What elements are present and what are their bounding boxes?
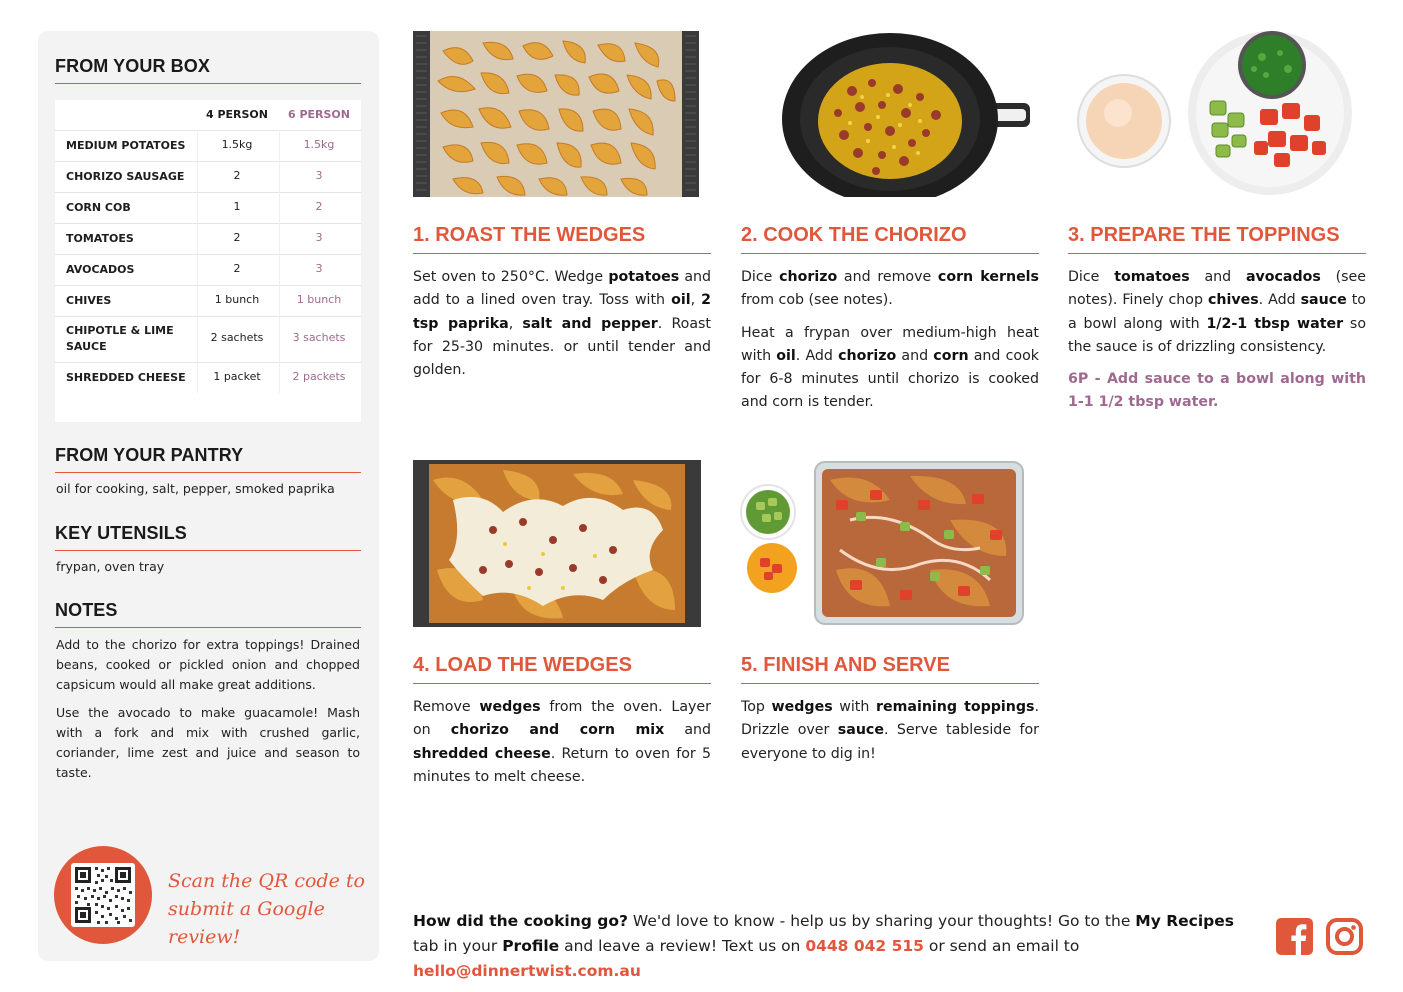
ingredient-highlight: chorizo bbox=[838, 347, 897, 364]
ingredient-highlight: chives bbox=[1207, 292, 1259, 309]
table-row bbox=[55, 192, 361, 223]
ingredient-highlight: wedges bbox=[771, 699, 833, 715]
ingredients-table bbox=[55, 100, 361, 422]
qr-code-icon bbox=[71, 863, 135, 927]
heading-divider bbox=[55, 472, 361, 473]
text-run: and bbox=[896, 347, 934, 364]
text-run: . Add bbox=[795, 347, 839, 364]
sidebar-panel bbox=[38, 31, 379, 961]
feedback-question: How did the cooking go? bbox=[413, 912, 628, 930]
instruction-paragraph bbox=[1068, 266, 1366, 359]
table-row bbox=[55, 362, 361, 393]
text-run: . Drizzle over bbox=[741, 699, 1039, 739]
ingredient-qty-6: 2 bbox=[315, 200, 323, 213]
ingredient-highlight: salt and pepper bbox=[522, 315, 658, 332]
text-run: and bbox=[1189, 269, 1246, 285]
ingredient-qty-4: 1 bunch bbox=[214, 293, 260, 306]
column-header-4-person: 4 PERSON bbox=[205, 108, 268, 121]
text-run: from the oven. Layer on bbox=[413, 699, 711, 739]
text-run: and add to a lined oven tray. Toss with bbox=[413, 269, 712, 309]
text-run: from cob (see notes). bbox=[741, 292, 893, 309]
email-link[interactable]: hello@dinnertwist.com.au bbox=[413, 962, 641, 980]
step-divider bbox=[1068, 253, 1366, 254]
ingredient-highlight: potatoes bbox=[608, 269, 680, 285]
text-run: tab in your bbox=[413, 937, 503, 955]
from-your-box-heading: FROM YOUR BOX bbox=[55, 56, 210, 76]
ingredient-qty-4: 2 bbox=[233, 231, 241, 244]
step-divider bbox=[413, 253, 711, 254]
text-run: with bbox=[832, 699, 876, 715]
heading-divider bbox=[55, 83, 361, 84]
step-2-photo bbox=[740, 31, 1038, 197]
text-run: , bbox=[690, 292, 702, 309]
step-2-instructions bbox=[741, 266, 1039, 415]
ingredient-highlight: chorizo bbox=[779, 269, 838, 285]
step-3-title: 3. PREPARE THE TOPPINGS bbox=[1068, 224, 1340, 246]
qr-caption-line: submit a Google review! bbox=[168, 898, 325, 948]
ingredient-highlight: oil bbox=[671, 292, 691, 309]
table-row bbox=[55, 316, 361, 362]
feedback-footer bbox=[413, 909, 1263, 984]
ingredient-highlight: sauce bbox=[837, 722, 884, 739]
ingredient-name: CHIVES bbox=[66, 294, 112, 307]
step-5-instructions bbox=[741, 696, 1039, 766]
text-run: or send an email to bbox=[923, 937, 1080, 955]
text-run: and bbox=[664, 722, 712, 739]
pantry-items: oil for cooking, salt, pepper, smoked paprika bbox=[56, 481, 335, 496]
text-run: . Serve tableside for everyone to dig in! bbox=[741, 722, 1039, 762]
qr-caption-line: Scan the QR code to bbox=[168, 870, 365, 892]
ingredient-highlight: avocados bbox=[1245, 269, 1321, 285]
text-run: to a bowl along with bbox=[1068, 292, 1366, 332]
text-run: . Add bbox=[1258, 292, 1301, 309]
text-run: and cook for 6-8 minutes until chorizo is cooked and corn is tender. bbox=[741, 347, 1039, 411]
text-run: and leave a review! Text us on bbox=[559, 937, 806, 955]
table-row bbox=[55, 285, 361, 316]
profile-link[interactable]: Profile bbox=[502, 937, 560, 955]
step-3-instructions bbox=[1068, 266, 1366, 415]
notes-heading: NOTES bbox=[55, 600, 118, 620]
ingredient-qty-6: 3 bbox=[315, 169, 323, 182]
table-row bbox=[55, 223, 361, 254]
ingredient-name: CHIPOTLE & LIME SAUCE bbox=[66, 324, 174, 353]
phone-link[interactable]: 0448 042 515 bbox=[805, 937, 924, 955]
text-run: We'd love to know - help us by sharing your thoughts! Go to the bbox=[627, 912, 1136, 930]
column-divider bbox=[279, 130, 280, 393]
text-run: Heat a frypan over medium-high heat with bbox=[741, 324, 1039, 364]
ingredient-highlight: 1/2-1 tbsp water bbox=[1206, 315, 1344, 332]
ingredient-name: CORN COB bbox=[66, 201, 131, 214]
column-divider bbox=[197, 130, 198, 393]
key-utensils-heading: KEY UTENSILS bbox=[55, 523, 187, 543]
text-run: (see notes). Finely chop bbox=[1068, 269, 1367, 309]
text-run: and remove bbox=[837, 269, 938, 285]
ingredient-highlight: wedges bbox=[479, 699, 541, 715]
text-run: Set oven to 250°C. Wedge bbox=[413, 269, 609, 285]
ingredient-highlight: chorizo and corn mix bbox=[450, 722, 665, 739]
ingredient-name: AVOCADOS bbox=[66, 263, 135, 276]
ingredient-highlight: oil bbox=[776, 347, 796, 364]
table-row bbox=[55, 161, 361, 192]
six-person-note: 6P - Add sauce to a bowl along with 1-1 1/2 tbsp water. bbox=[1068, 371, 1366, 411]
step-4-photo bbox=[413, 460, 701, 627]
text-run: Dice bbox=[1068, 269, 1115, 285]
facebook-icon[interactable] bbox=[1276, 918, 1313, 955]
from-your-pantry-heading: FROM YOUR PANTRY bbox=[55, 445, 244, 465]
text-run: Remove bbox=[413, 699, 480, 715]
ingredient-highlight: 2 tsp paprika bbox=[413, 292, 711, 332]
ingredient-qty-4: 1 packet bbox=[213, 370, 261, 383]
table-row bbox=[55, 130, 361, 161]
text-run: Top bbox=[741, 699, 772, 715]
heading-divider bbox=[55, 550, 361, 551]
column-header-6-person: 6 PERSON bbox=[287, 108, 350, 121]
step-divider bbox=[413, 683, 711, 684]
ingredient-highlight: sauce bbox=[1300, 292, 1347, 309]
heading-divider bbox=[55, 627, 361, 628]
utensils-items: frypan, oven tray bbox=[56, 559, 165, 574]
step-divider bbox=[741, 253, 1039, 254]
ingredient-qty-4: 1.5kg bbox=[221, 138, 253, 151]
ingredient-qty-6: 2 packets bbox=[292, 370, 346, 383]
ingredient-qty-6: 3 bbox=[315, 262, 323, 275]
step-1-instructions bbox=[413, 266, 711, 382]
step-4-title: 4. LOAD THE WEDGES bbox=[413, 654, 632, 676]
ingredient-name: SHREDDED CHEESE bbox=[66, 371, 186, 384]
notes-paragraph: Add to the chorizo for extra toppings! Drained beans, cooked or pickled onion and chopped capsicum would all make great additions. bbox=[56, 637, 360, 692]
step-5-title: 5. FINISH AND SERVE bbox=[741, 654, 950, 676]
ingredient-highlight: corn bbox=[933, 347, 969, 364]
ingredient-highlight: corn kernels bbox=[937, 269, 1039, 285]
ingredient-highlight: tomatoes bbox=[1114, 269, 1190, 285]
text-run: Dice bbox=[741, 269, 780, 285]
ingredient-qty-6: 3 bbox=[315, 231, 323, 244]
text-run: . Return to oven for 5 minutes to melt cheese. bbox=[413, 745, 712, 785]
qr-caption bbox=[168, 867, 368, 951]
text-run: . Roast for 25-30 minutes. or until tender and golden. bbox=[413, 315, 711, 379]
ingredient-qty-6: 1 bunch bbox=[296, 293, 342, 306]
ingredient-qty-4: 2 bbox=[233, 169, 241, 182]
ingredient-qty-4: 2 bbox=[233, 262, 241, 275]
ingredient-qty-6: 1.5kg bbox=[303, 138, 335, 151]
instruction-paragraph bbox=[741, 322, 1039, 415]
instagram-icon[interactable] bbox=[1326, 918, 1363, 955]
ingredient-name: MEDIUM POTATOES bbox=[66, 139, 186, 152]
text-run: so the sauce is of drizzling consistency. bbox=[1068, 315, 1366, 355]
instruction-paragraph bbox=[741, 266, 1039, 313]
step-1-title: 1. ROAST THE WEDGES bbox=[413, 224, 646, 246]
ingredient-qty-4: 2 sachets bbox=[210, 331, 264, 344]
ingredient-qty-4: 1 bbox=[233, 200, 241, 213]
step-2-title: 2. COOK THE CHORIZO bbox=[741, 224, 967, 246]
step-4-instructions bbox=[413, 696, 711, 789]
ingredient-name: CHORIZO SAUSAGE bbox=[66, 170, 185, 183]
step-1-photo bbox=[413, 31, 699, 197]
ingredient-highlight: remaining toppings bbox=[875, 699, 1035, 715]
ingredient-name: TOMATOES bbox=[66, 232, 134, 245]
step-5-photo bbox=[740, 460, 1038, 627]
my-recipes-link[interactable]: My Recipes bbox=[1135, 912, 1234, 930]
table-row bbox=[55, 254, 361, 285]
ingredient-qty-6: 3 sachets bbox=[292, 331, 346, 344]
text-run: , bbox=[508, 315, 523, 332]
notes-paragraph: Use the avocado to make guacamole! Mash with a fork and mix with crushed garlic, coriander, lime zest and juice and season to taste. bbox=[56, 705, 360, 780]
step-divider bbox=[741, 683, 1039, 684]
ingredient-highlight: shredded cheese bbox=[413, 745, 551, 762]
qr-code-badge[interactable] bbox=[54, 846, 152, 944]
step-3-photo bbox=[1068, 31, 1366, 197]
